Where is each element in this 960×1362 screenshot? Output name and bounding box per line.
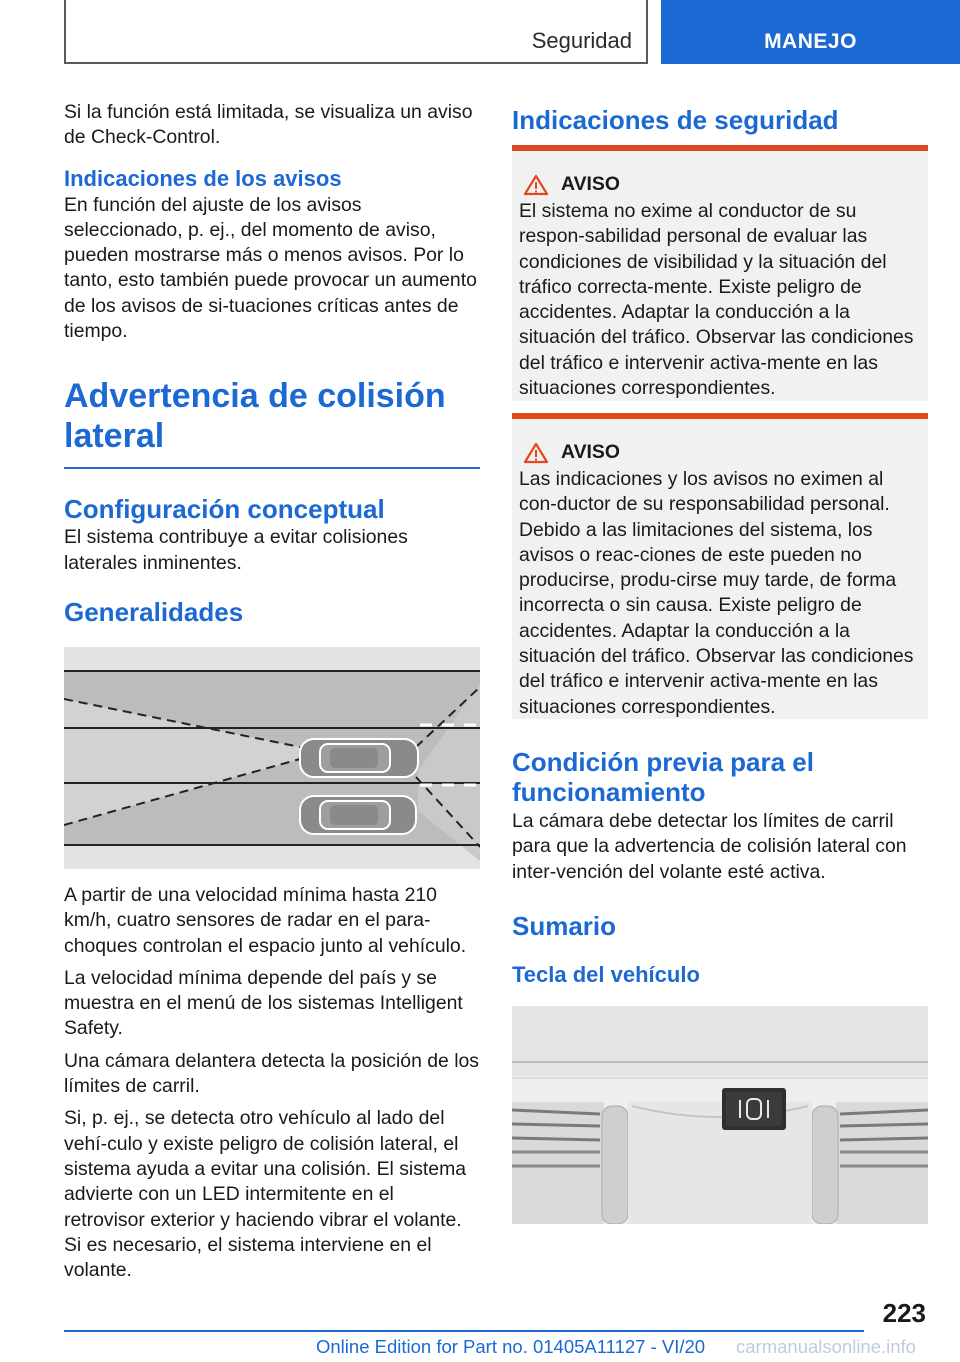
vehicle-adjacent xyxy=(300,796,416,834)
paragraph-intervention: Si, p. ej., se detecta otro vehículo al lado del vehí‐culo y existe peligro de colisión lateral, el sistema ayuda a evitar una colisión. El sistema advierte con un LED intermitente en el retrovisor exterior y haciendo vibrar el volante. Si es necesario, el sistema interviene en el volante. xyxy=(64,1107,467,1282)
avisos-paragraph: En función del ajuste de los avisos seleccionado, p. ej., del momento de aviso, pueden mostrarse más o menos avisos. Por lo tanto, esto también puede provocar un aumento de los avisos de si‐tuaciones críticas antes de tiempo. xyxy=(64,193,477,343)
chapter-title-rule xyxy=(64,467,480,469)
warning-label: AVISO xyxy=(561,441,620,463)
footer-rule xyxy=(64,1330,864,1332)
right-air-vent xyxy=(812,1102,928,1224)
heading-precondition: Condición previa para el funcionamiento xyxy=(512,747,814,807)
heading-summary: Sumario xyxy=(512,910,617,941)
warning-triangle-icon xyxy=(523,442,549,464)
warning-text: Las indicaciones y los avisos no eximen al con‐ductor de su responsabilidad personal. Debido a las limitaciones del sistema, los avisos o reac‐ciones de este pueden no producirse, produ‐cirse muy tarde, de forma incorrecta o sin causa. Existe peligro de accidentes. Adaptar la conducción a la situación del tráfico. Observar las condiciones del tráfico e intervenir activa‐mente en las situaciones correspondientes. xyxy=(519,468,914,718)
edition-note: Online Edition for Part no. 01405A11127 - VI/20 xyxy=(316,1336,706,1357)
paragraph-min-speed: La velocidad mínima depende del país y se muestra en el menú de los sistemas Intelligent Safety. xyxy=(64,966,463,1040)
header-chapter-label: MANEJO xyxy=(764,30,857,53)
heading-general: Generalidades xyxy=(64,596,244,627)
warning-box-2 xyxy=(512,413,928,719)
intro-paragraph: Si la función está limitada, se visualiza un aviso de Check-Control. xyxy=(64,101,473,149)
concept-paragraph: El sistema contribuye a evitar colisiones laterales inminentes. xyxy=(64,526,408,574)
header-bar xyxy=(64,0,648,64)
warning-text: El sistema no exime al conductor de su respon‐sabilidad personal de evaluar las condiciones de visibilidad y la situación del tráfico correcta‐mente. Existe peligro de accidentes. Adaptar la conducción a la situación del tráfico. Observar las condiciones del tráfico e intervenir activa‐mente en las situaciones correspondientes. xyxy=(519,200,914,400)
left-column xyxy=(64,100,480,1283)
header-chapter-tab[interactable] xyxy=(661,0,960,64)
lane-illustration xyxy=(64,647,480,869)
header-section-title: Seguridad xyxy=(531,28,632,53)
vehicle-own xyxy=(300,739,418,777)
paragraph-speed: A partir de una velocidad mínima hasta 210 km/h, cuatro sensores de radar en el para‐choques controlan el espacio junto al vehículo. xyxy=(64,883,467,957)
heading-avisos: Indicaciones de los avisos xyxy=(64,165,342,191)
heading-vehicle-button: Tecla del vehículo xyxy=(512,961,700,987)
warning-triangle-icon xyxy=(523,174,549,196)
dashboard-svg xyxy=(512,1006,928,1224)
lane-diagram-svg xyxy=(64,647,480,869)
lane-assist-button[interactable] xyxy=(722,1088,786,1130)
warning-box-1 xyxy=(512,145,928,401)
page-number: 223 xyxy=(882,1298,926,1328)
precondition-paragraph: La cámara debe detectar los límites de carril para que la advertencia de colisión lateral con inter‐vención del volante esté activa. xyxy=(512,810,907,883)
heading-concept: Configuración conceptual xyxy=(64,494,385,525)
heading-safety: Indicaciones de seguridad xyxy=(512,105,839,135)
button-illustration xyxy=(512,1006,928,1224)
warning-label: AVISO xyxy=(561,173,620,195)
chapter-title: Advertencia de colisión lateral xyxy=(64,377,446,456)
watermark: carmanualsonline.info xyxy=(736,1336,916,1357)
left-air-vent xyxy=(512,1102,628,1224)
right-column xyxy=(512,100,928,1224)
paragraph-camera: Una cámara delantera detecta la posición de los límites de carril. xyxy=(64,1049,479,1098)
